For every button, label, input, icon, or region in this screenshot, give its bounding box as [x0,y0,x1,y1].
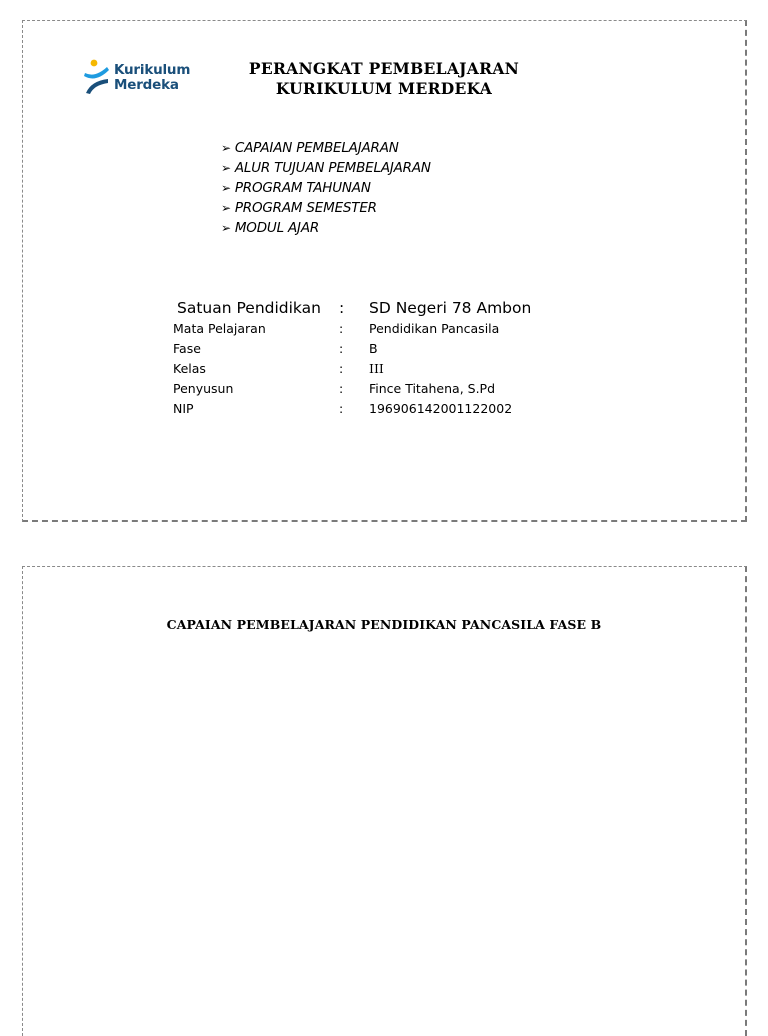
list-item-text: PROGRAM SEMESTER [234,200,377,216]
info-label: Mata Pelajaran [173,321,266,336]
info-value: Fince Titahena, S.Pd [369,381,496,396]
info-value: III [369,361,384,376]
info-table [173,297,531,419]
capaian-page [22,566,747,1036]
table-row [173,399,531,419]
info-value: Pendidikan Pancasila [369,321,500,336]
table-row [173,319,531,339]
logo-line-1: Kurikulum [114,62,191,78]
info-label: Fase [173,341,201,356]
table-row [173,297,531,319]
list-item-text: ALUR TUJUAN PEMBELAJARAN [234,160,431,176]
list-item [221,218,431,238]
info-value: SD Negeri 78 Ambon [369,299,532,317]
kurikulum-merdeka-logo [83,57,193,103]
table-row [173,359,531,379]
arrow-bullet-icon: ➢ [221,181,231,195]
section-title: CAPAIAN PEMBELAJARAN PENDIDIKAN PANCASILA FASE B [166,617,602,632]
kurikulum-merdeka-icon [83,59,111,95]
document-title [203,59,565,99]
info-value: B [369,341,378,356]
info-label: NIP [173,401,194,416]
list-item [221,138,431,158]
info-label: Kelas [173,361,206,376]
table-row [173,339,531,359]
info-separator: : [339,361,344,376]
info-value: 196906142001122002 [369,401,513,416]
cover-page [22,20,747,522]
list-item-text: PROGRAM TAHUNAN [234,180,371,196]
info-label: Satuan Pendidikan [177,299,321,317]
list-item-text: CAPAIAN PEMBELAJARAN [234,140,399,156]
info-label: Penyusun [173,381,234,396]
info-separator: : [339,299,345,317]
list-item-text: MODUL AJAR [234,220,320,236]
table-row [173,379,531,399]
title-line-1: PERANGKAT PEMBELAJARAN [248,59,520,78]
logo-wordmark [114,63,190,93]
info-separator: : [339,401,344,416]
info-separator: : [339,321,344,336]
info-separator: : [339,341,344,356]
arrow-bullet-icon: ➢ [221,201,231,215]
list-item [221,158,431,178]
list-item [221,178,431,198]
arrow-bullet-icon: ➢ [221,221,231,235]
arrow-bullet-icon: ➢ [221,161,231,175]
info-separator: : [339,381,344,396]
title-line-2: KURIKULUM MERDEKA [275,79,493,98]
document-list [221,138,431,238]
logo-line-2: Merdeka [114,77,179,93]
arrow-bullet-icon: ➢ [221,141,231,155]
list-item [221,198,431,218]
